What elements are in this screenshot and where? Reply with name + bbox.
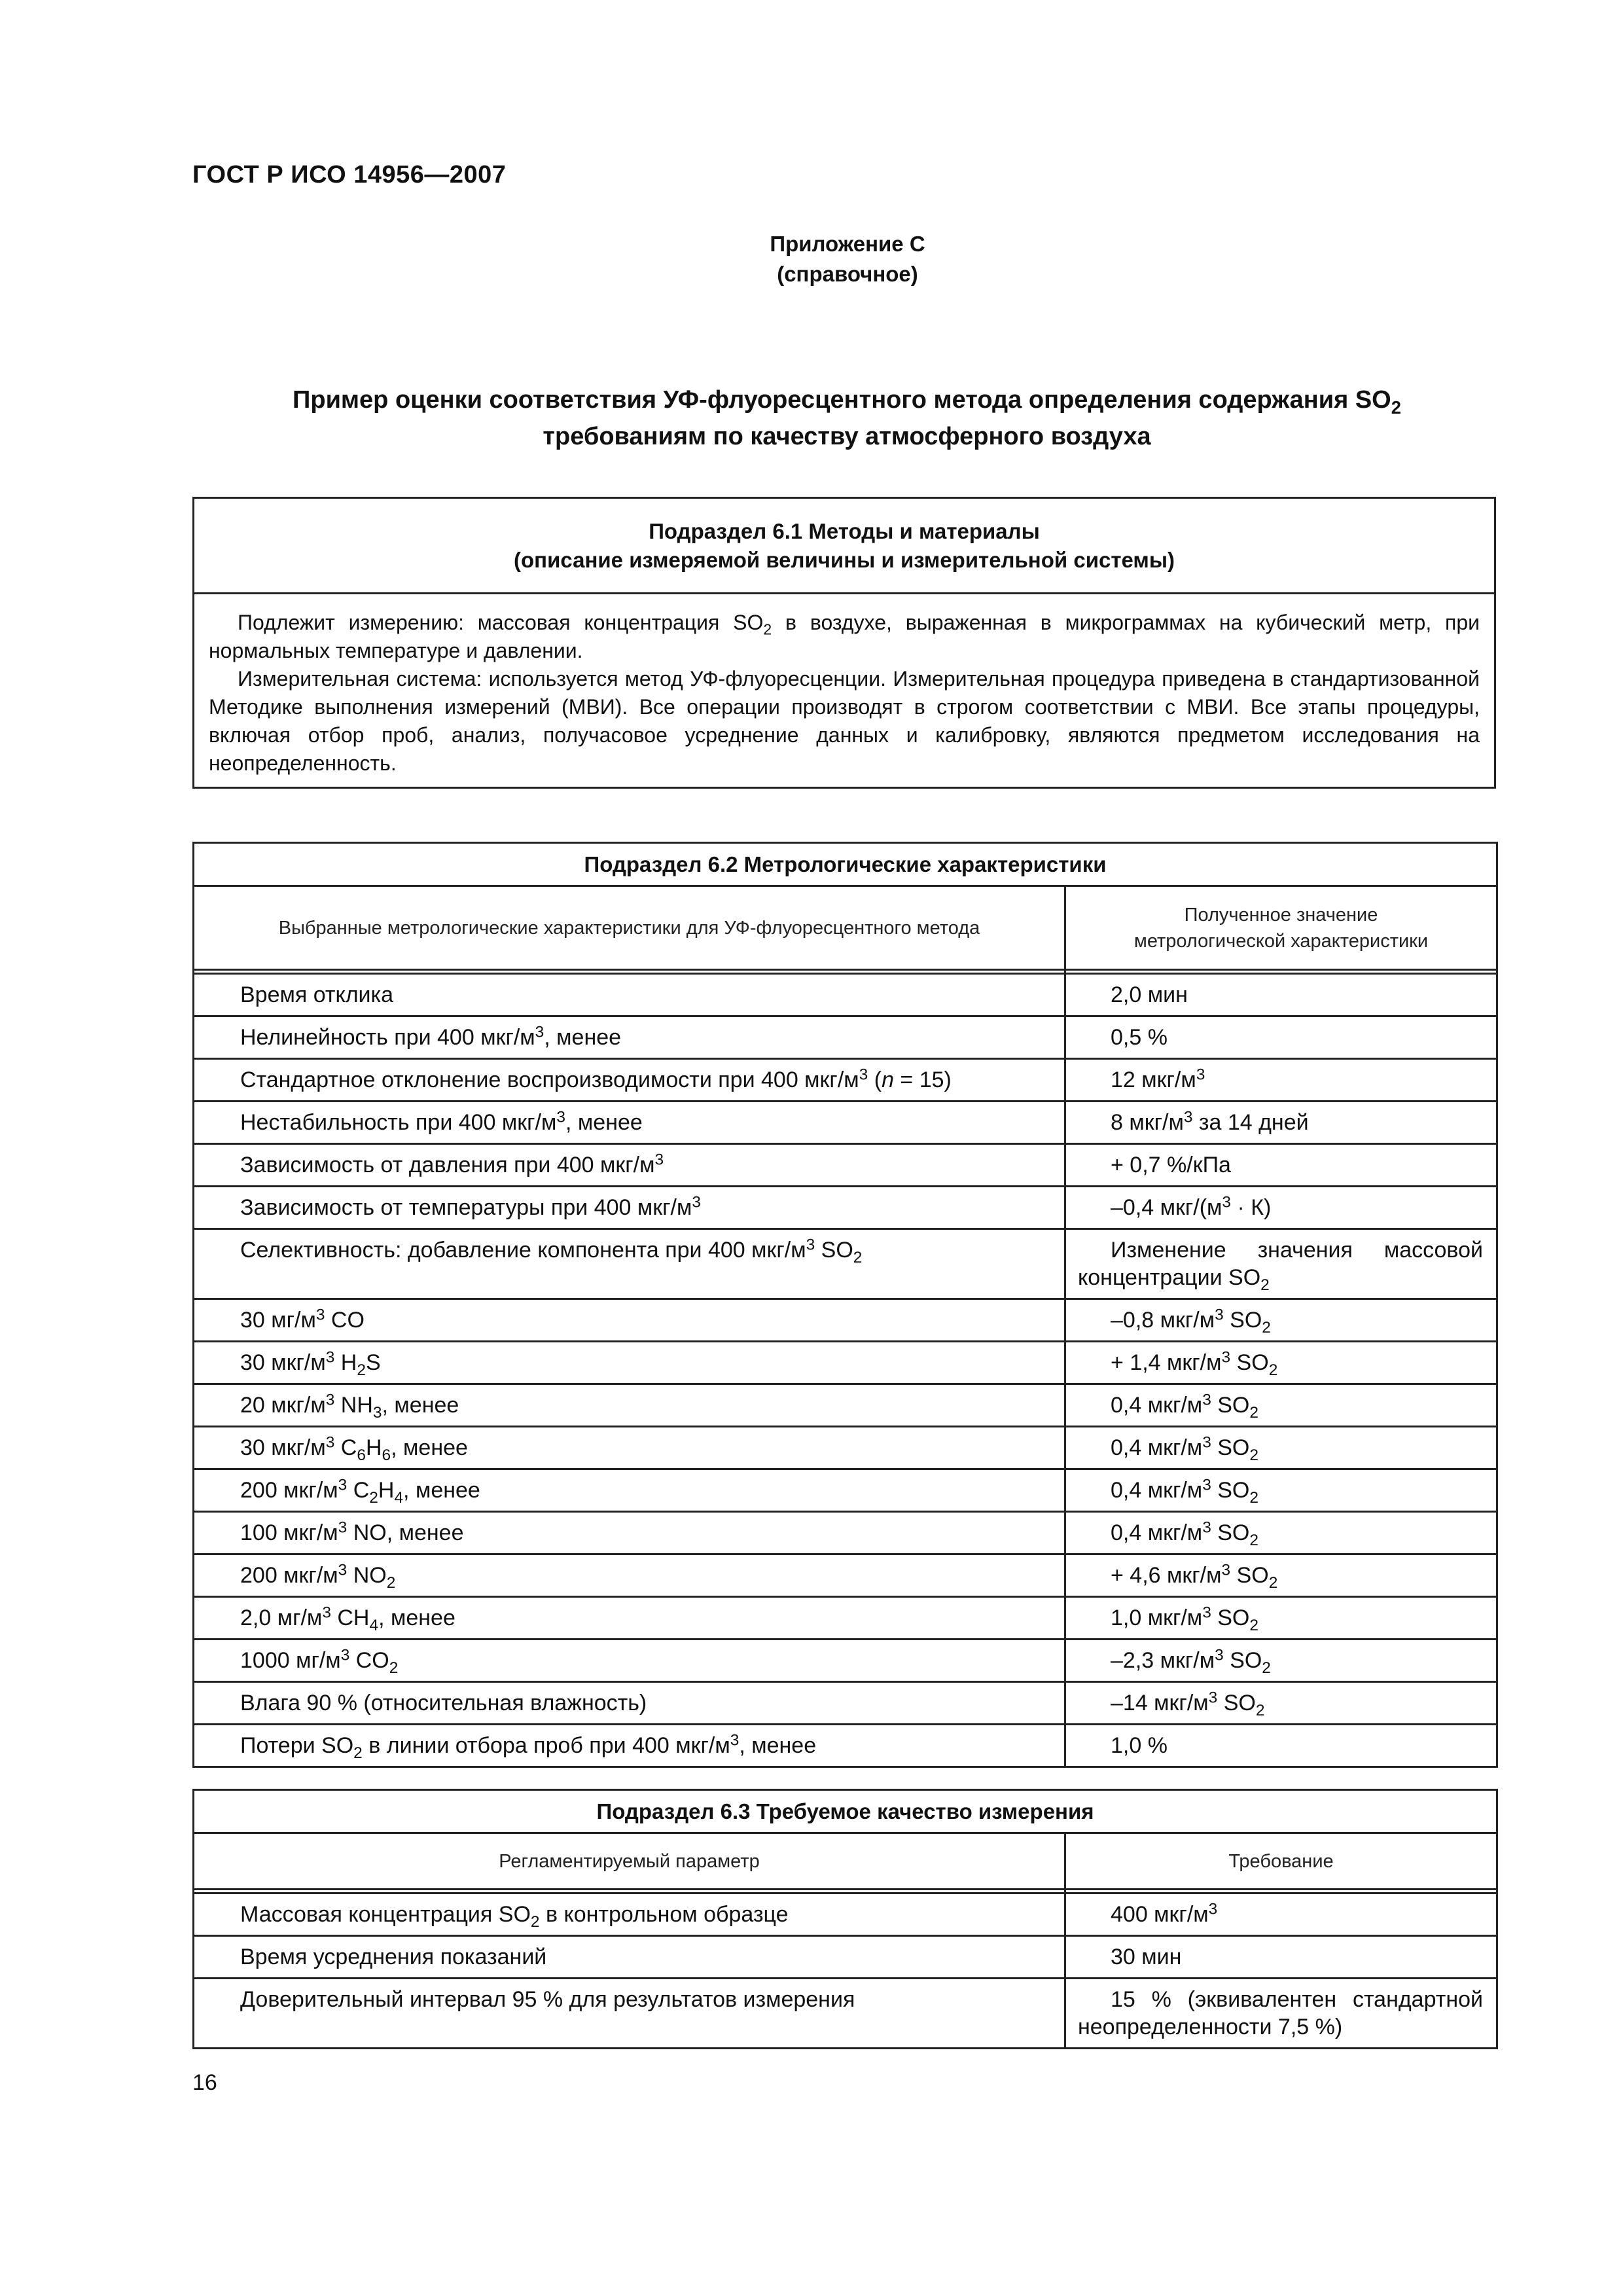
table-row: [194, 1640, 1497, 1682]
superscript: 3: [322, 1604, 331, 1622]
section-6-2-heading: Подраздел 6.2 Метрологические характеристики: [194, 843, 1497, 886]
table-row: [194, 1979, 1497, 2049]
page-title: [192, 382, 1501, 455]
characteristic-name-cell: [194, 1427, 1065, 1469]
table-row: [194, 1725, 1497, 1767]
superscript: 3: [1208, 1900, 1218, 1918]
text-run: Зависимость от давления при 400 мкг/м: [240, 1153, 655, 1177]
text-run: Нелинейность при 400 мкг/м: [240, 1025, 535, 1050]
text-run: в контрольном образце: [539, 1902, 789, 1927]
text-run: CH: [330, 1605, 370, 1630]
text-run: 200 мкг/м: [240, 1563, 338, 1588]
text-run: NO, менее: [347, 1520, 464, 1545]
superscript: 3: [556, 1108, 566, 1126]
text-run: (: [868, 1067, 882, 1092]
characteristic-name-cell: [194, 1016, 1065, 1059]
table-row: [194, 1469, 1497, 1512]
table-row: [194, 1187, 1497, 1229]
characteristic-name-cell: [194, 974, 1065, 1016]
section-6-1-heading: Подраздел 6.1 Методы и материалы: [649, 519, 1040, 543]
table-row: [194, 1016, 1497, 1059]
text-run: H: [365, 1435, 382, 1460]
table-row: [194, 1229, 1497, 1299]
text-run: SO: [1230, 1350, 1269, 1375]
text-run: H: [334, 1350, 357, 1375]
section-6-1-body: [194, 594, 1494, 778]
required-quality-table: [192, 1789, 1498, 2049]
column-header-parameter: Регламентируемый параметр: [194, 1833, 1065, 1890]
metrological-characteristics-table: [192, 842, 1498, 1768]
superscript: 3: [338, 1518, 348, 1537]
document-id: ГОСТ Р ИСО 14956—2007: [192, 161, 507, 188]
superscript: 3: [338, 1476, 348, 1494]
superscript: 3: [1202, 1604, 1211, 1622]
text-run: 0,4 мкг/м: [1111, 1478, 1203, 1503]
italic-symbol: n: [882, 1067, 894, 1092]
characteristic-name-cell: [194, 1299, 1065, 1342]
text-run: 1,0 %: [1111, 1733, 1168, 1758]
characteristic-name-cell: [194, 1512, 1065, 1554]
table-row: [194, 1936, 1497, 1979]
text-run: Зависимость от температуры при 400 мкг/м: [240, 1195, 692, 1220]
superscript: 3: [1202, 1433, 1211, 1452]
subscript: 2: [1249, 1403, 1258, 1422]
text-run: Стандартное отклонение воспроизводимости при 400 мкг/м: [240, 1067, 859, 1092]
text-run: SO: [1230, 1563, 1269, 1588]
table-row: [194, 1144, 1497, 1187]
text-run: Время усреднения показаний: [240, 1945, 547, 1969]
text-run: 100 мкг/м: [240, 1520, 338, 1545]
characteristic-name-cell: [194, 1554, 1065, 1597]
quality-table-body: [194, 1790, 1497, 1893]
text-run: в линии отбора проб при 400 мкг/м: [362, 1733, 730, 1758]
superscript: 3: [1222, 1193, 1232, 1211]
text-run: 30 мкг/м: [240, 1435, 326, 1460]
subscript: 2: [530, 1912, 540, 1931]
text-run: Селективность: добавление компонента при 400 мкг/м: [240, 1238, 806, 1263]
text-run: 20 мкг/м: [240, 1393, 326, 1418]
superscript: 3: [1183, 1108, 1193, 1126]
characteristic-name-cell: [194, 1597, 1065, 1640]
text-run: SO: [1211, 1605, 1250, 1630]
superscript: 3: [340, 1646, 350, 1664]
superscript: 3: [325, 1433, 335, 1452]
text-run: 0,4 мкг/м: [1111, 1520, 1203, 1545]
text-run: 2,0 мин: [1111, 982, 1188, 1007]
text-run: SO: [815, 1238, 853, 1263]
superscript: 3: [1221, 1348, 1231, 1367]
superscript: 3: [1215, 1306, 1224, 1324]
characteristic-value-cell: [1065, 1059, 1497, 1102]
text-run: 400 мкг/м: [1111, 1902, 1209, 1927]
text-run: SO: [1211, 1478, 1250, 1503]
characteristic-value-cell: [1065, 1187, 1497, 1229]
subscript: 2: [389, 1659, 399, 1677]
appendix-type: (справочное): [777, 262, 918, 286]
characteristic-name-cell: [194, 1682, 1065, 1725]
text-run: , менее: [739, 1733, 817, 1758]
characteristic-value-cell: [1065, 1427, 1497, 1469]
characteristic-value-cell: [1065, 1102, 1497, 1144]
text-run: H: [378, 1478, 395, 1503]
text-run: Влага 90 % (относительная влажность): [240, 1691, 647, 1715]
text-run: Потери SO: [240, 1733, 354, 1758]
text-run: 8 мкг/м: [1111, 1110, 1184, 1135]
measurand-paragraph: [209, 609, 1480, 665]
text-run: SO: [1211, 1520, 1250, 1545]
text-run: SO: [1211, 1393, 1250, 1418]
table-row: [194, 1893, 1497, 1936]
text-run: + 4,6 мкг/м: [1111, 1563, 1222, 1588]
table-row: [194, 1597, 1497, 1640]
subscript: 2: [1255, 1701, 1265, 1719]
characteristic-name-cell: [194, 1469, 1065, 1512]
table-header-row: [194, 1833, 1497, 1890]
superscript: 3: [859, 1066, 868, 1084]
table-row: [194, 1427, 1497, 1469]
text-run: 12 мкг/м: [1111, 1067, 1196, 1092]
text-run: + 0,7 %/кПа: [1111, 1153, 1231, 1177]
subscript: 2: [1249, 1446, 1258, 1464]
superscript: 3: [692, 1193, 701, 1211]
text-run: , менее: [378, 1605, 455, 1630]
subscript: 4: [369, 1616, 379, 1634]
text-run: · К): [1231, 1195, 1272, 1220]
text-run: , менее: [382, 1393, 459, 1418]
text-run: 30 мин: [1111, 1945, 1182, 1969]
characteristic-value-cell: [1065, 1512, 1497, 1554]
table-section-row: [194, 843, 1497, 886]
characteristic-value-cell: [1065, 1342, 1497, 1384]
text-run: 0,4 мкг/м: [1111, 1393, 1203, 1418]
section-6-1-box: [192, 497, 1496, 789]
parameter-name-cell: [194, 1893, 1065, 1936]
title-line-1: [192, 382, 1501, 418]
measurand-text-a: Подлежит измерению: массовая концентрация SO: [238, 611, 764, 634]
text-run: 1000 мг/м: [240, 1648, 341, 1673]
table-row: [194, 1299, 1497, 1342]
superscript: 3: [1215, 1646, 1224, 1664]
column-header-characteristic: Выбранные метрологические характеристики для УФ-флуоресцентного метода: [194, 886, 1065, 970]
characteristic-value-cell: [1065, 1229, 1497, 1299]
superscript: 3: [535, 1023, 544, 1041]
characteristic-name-cell: [194, 1059, 1065, 1102]
table-row: [194, 1512, 1497, 1554]
superscript: 3: [325, 1348, 335, 1367]
subscript: 2: [1268, 1361, 1278, 1379]
section-6-1-subheading: (описание измеряемой величины и измерительной системы): [513, 548, 1175, 572]
table-row: [194, 1682, 1497, 1725]
superscript: 3: [325, 1391, 335, 1409]
subscript: 2: [1249, 1488, 1258, 1507]
text-run: –0,4 мкг/(м: [1111, 1195, 1222, 1220]
subscript: 6: [382, 1446, 391, 1464]
table-row: [194, 1554, 1497, 1597]
text-run: Изменение значения массовой концентрации SO: [1078, 1238, 1484, 1290]
text-run: SO: [1217, 1691, 1256, 1715]
superscript: 3: [806, 1236, 815, 1254]
text-run: CO: [349, 1648, 389, 1673]
subscript: 2: [853, 1248, 863, 1266]
text-run: NH: [334, 1393, 373, 1418]
title-subscript: 2: [1391, 397, 1401, 418]
column-header-requirement: Требование: [1065, 1833, 1497, 1890]
text-run: + 1,4 мкг/м: [1111, 1350, 1222, 1375]
text-run: Нестабильность при 400 мкг/м: [240, 1110, 557, 1135]
characteristic-name-cell: [194, 1725, 1065, 1767]
measurand-text-b: в воздухе, выраженная в микрограммах на кубический метр, при нормальных температуре и давлении.: [209, 611, 1480, 662]
table-row: [194, 1342, 1497, 1384]
appendix-label: [0, 229, 1623, 289]
column-header-value-line-1: Полученное значение: [1184, 904, 1378, 925]
text-run: 2,0 мг/м: [240, 1605, 323, 1630]
title-line-2: требованиям по качеству атмосферного воздуха: [543, 423, 1151, 450]
subscript: 3: [372, 1403, 382, 1422]
subscript: 2: [1268, 1573, 1278, 1592]
subscript: 2: [1249, 1531, 1258, 1549]
superscript: 3: [1196, 1066, 1205, 1084]
superscript: 3: [315, 1306, 325, 1324]
text-run: , менее: [403, 1478, 480, 1503]
text-run: S: [365, 1350, 381, 1375]
superscript: 3: [1202, 1518, 1211, 1537]
table-section-row: [194, 1790, 1497, 1833]
text-run: 30 мг/м: [240, 1308, 316, 1333]
parameter-name-cell: [194, 1979, 1065, 2049]
measurand-subscript: 2: [763, 620, 772, 638]
text-run: , менее: [391, 1435, 468, 1460]
text-run: 15 % (эквивалентен стандартной неопределенности 7,5 %): [1078, 1987, 1483, 2039]
metrological-table-body: [194, 843, 1497, 974]
text-run: 30 мкг/м: [240, 1350, 326, 1375]
characteristic-value-cell: [1065, 1725, 1497, 1767]
text-run: C: [334, 1435, 357, 1460]
subscript: 2: [1249, 1616, 1258, 1634]
text-run: SO: [1211, 1435, 1250, 1460]
parameter-value-cell: [1065, 1936, 1497, 1979]
page-number: 16: [192, 2070, 217, 2095]
text-run: , менее: [544, 1025, 622, 1050]
section-6-1-header: [194, 499, 1494, 594]
characteristic-value-cell: [1065, 1597, 1497, 1640]
text-run: –0,8 мкг/м: [1111, 1308, 1215, 1333]
characteristic-name-cell: [194, 1229, 1065, 1299]
text-run: SO: [1223, 1648, 1262, 1673]
subscript: 4: [394, 1488, 404, 1507]
table-row: [194, 1059, 1497, 1102]
table-row: [194, 1384, 1497, 1427]
parameter-value-cell: [1065, 1979, 1497, 2049]
quality-rows: [194, 1893, 1497, 2049]
table-header-row: [194, 886, 1497, 970]
metrological-rows: [194, 974, 1497, 1767]
subscript: 2: [386, 1573, 396, 1592]
text-run: Массовая концентрация SO: [240, 1902, 531, 1927]
characteristic-value-cell: [1065, 1682, 1497, 1725]
parameter-value-cell: [1065, 1893, 1497, 1936]
characteristic-value-cell: [1065, 1016, 1497, 1059]
system-paragraph: Измерительная система: используется метод УФ-флуоресценции. Измерительная процедура приведена в стандартизованной Методике выполнения измерений (МВИ). Все операции производят в строгом соответствии с МВИ. Все этапы процедуры, включая отбор проб, анализ, получасовое усреднение данных и калибровку, являются предметом исследования на неопределенность.: [209, 667, 1480, 775]
text-run: –2,3 мкг/м: [1111, 1648, 1215, 1673]
section-6-3-heading: Подраздел 6.3 Требуемое качество измерения: [194, 1790, 1497, 1833]
subscript: 6: [357, 1446, 366, 1464]
column-header-value-line-2: метрологической характеристики: [1133, 930, 1429, 952]
parameter-name-cell: [194, 1936, 1065, 1979]
superscript: 3: [1221, 1561, 1231, 1579]
superscript: 3: [1208, 1689, 1218, 1707]
superscript: 3: [1202, 1391, 1211, 1409]
superscript: 3: [338, 1561, 348, 1579]
title-line-1-text: Пример оценки соответствия УФ-флуоресцентного метода определения содержания SO: [293, 386, 1391, 414]
text-run: = 15): [893, 1067, 952, 1092]
subscript: 2: [353, 1744, 363, 1762]
text-run: C: [347, 1478, 370, 1503]
characteristic-name-cell: [194, 1144, 1065, 1187]
characteristic-name-cell: [194, 1102, 1065, 1144]
subscript: 2: [369, 1488, 378, 1507]
characteristic-name-cell: [194, 1640, 1065, 1682]
characteristic-value-cell: [1065, 1299, 1497, 1342]
subscript: 2: [357, 1361, 366, 1379]
text-run: –14 мкг/м: [1111, 1691, 1209, 1715]
text-run: NO: [347, 1563, 387, 1588]
text-run: , менее: [565, 1110, 643, 1135]
text-run: за 14 дней: [1192, 1110, 1309, 1135]
subscript: 2: [1262, 1318, 1271, 1336]
characteristic-value-cell: [1065, 1469, 1497, 1512]
text-run: 1,0 мкг/м: [1111, 1605, 1203, 1630]
characteristic-value-cell: [1065, 1144, 1497, 1187]
text-run: CO: [325, 1308, 365, 1333]
text-run: 200 мкг/м: [240, 1478, 338, 1503]
superscript: 3: [1202, 1476, 1211, 1494]
superscript: 3: [730, 1731, 740, 1749]
characteristic-name-cell: [194, 1342, 1065, 1384]
appendix-title: Приложение С: [770, 232, 925, 256]
characteristic-value-cell: [1065, 1384, 1497, 1427]
characteristic-value-cell: [1065, 974, 1497, 1016]
subscript: 2: [1262, 1659, 1271, 1677]
characteristic-name-cell: [194, 1384, 1065, 1427]
text-run: 0,5 %: [1111, 1025, 1168, 1050]
text-run: SO: [1223, 1308, 1262, 1333]
superscript: 3: [654, 1151, 664, 1169]
subscript: 2: [1260, 1276, 1270, 1294]
characteristic-name-cell: [194, 1187, 1065, 1229]
column-header-value: [1065, 886, 1497, 970]
text-run: Доверительный интервал 95 % для результатов измерения: [240, 1987, 855, 2012]
text-run: 0,4 мкг/м: [1111, 1435, 1203, 1460]
characteristic-value-cell: [1065, 1554, 1497, 1597]
text-run: Время отклика: [240, 982, 394, 1007]
table-row: [194, 974, 1497, 1016]
characteristic-value-cell: [1065, 1640, 1497, 1682]
table-row: [194, 1102, 1497, 1144]
